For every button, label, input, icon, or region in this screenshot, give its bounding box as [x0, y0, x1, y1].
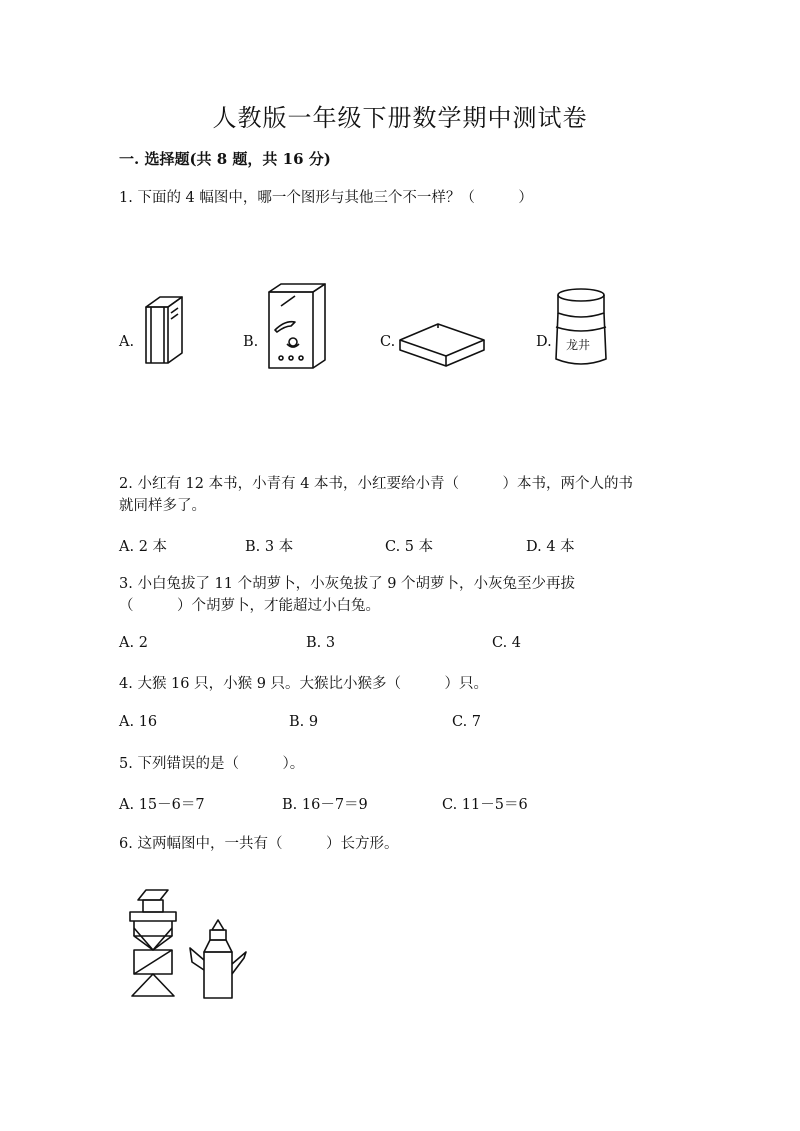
q3-option-c[interactable]: C. 4: [492, 635, 522, 651]
q1-option-b[interactable]: B.: [243, 334, 259, 350]
q5-option-a[interactable]: A. 15－6＝7: [119, 797, 205, 813]
question-6-text: 6. 这两幅图中，一共有（ ）长方形。: [119, 836, 399, 852]
q4-option-c[interactable]: C. 7: [452, 714, 482, 730]
q4-option-b[interactable]: B. 9: [289, 714, 319, 730]
q1-option-c[interactable]: C.: [380, 334, 396, 350]
q4-option-a[interactable]: A. 16: [119, 714, 158, 730]
q1-option-a[interactable]: A.: [119, 334, 135, 350]
book-image: [140, 295, 190, 370]
q3-option-a[interactable]: A. 2: [119, 635, 148, 651]
question-5-text: 5. 下列错误的是（ ）。: [119, 756, 305, 772]
q2-option-c[interactable]: C. 5 本: [385, 539, 434, 555]
q2-option-b[interactable]: B. 3 本: [245, 539, 294, 555]
q5-option-c[interactable]: C. 11－5＝6: [442, 797, 528, 813]
q3-option-b[interactable]: B. 3: [306, 635, 336, 651]
question-2-line2: 就同样多了。: [119, 498, 206, 514]
section-heading: 一. 选择题(共 8 题，共 16 分): [119, 150, 331, 168]
page-title: 人教版一年级下册数学期中测试卷: [212, 104, 588, 132]
question-4-text: 4. 大猴 16 只，小猴 9 只。大猴比小猴多（ ）只。: [119, 676, 489, 692]
q5-option-b[interactable]: B. 16－7＝9: [282, 797, 368, 813]
q2-option-a[interactable]: A. 2 本: [119, 539, 168, 555]
flat-box-image: [398, 320, 488, 368]
q1-option-d[interactable]: D.: [536, 334, 552, 350]
shapes-figure-person: [128, 888, 184, 1003]
question-3-line2: （ ）个胡萝卜，才能超过小白兔。: [119, 598, 380, 614]
box-image: [265, 282, 327, 372]
q2-option-d[interactable]: D. 4 本: [526, 539, 575, 555]
shapes-figure-kettle: [188, 918, 254, 1004]
jar-label: 龙井: [566, 338, 591, 352]
question-3-line1: 3. 小白兔拔了 11 个胡萝卜，小灰兔拔了 9 个胡萝卜，小灰兔至少再拔: [119, 576, 576, 592]
tea-jar-image: [552, 287, 610, 367]
question-1-text: 1. 下面的 4 幅图中，哪一个图形与其他三个不一样？（ ）: [119, 190, 533, 206]
question-2-line1: 2. 小红有 12 本书，小青有 4 本书，小红要给小青（ ）本书，两个人的书: [119, 476, 634, 492]
